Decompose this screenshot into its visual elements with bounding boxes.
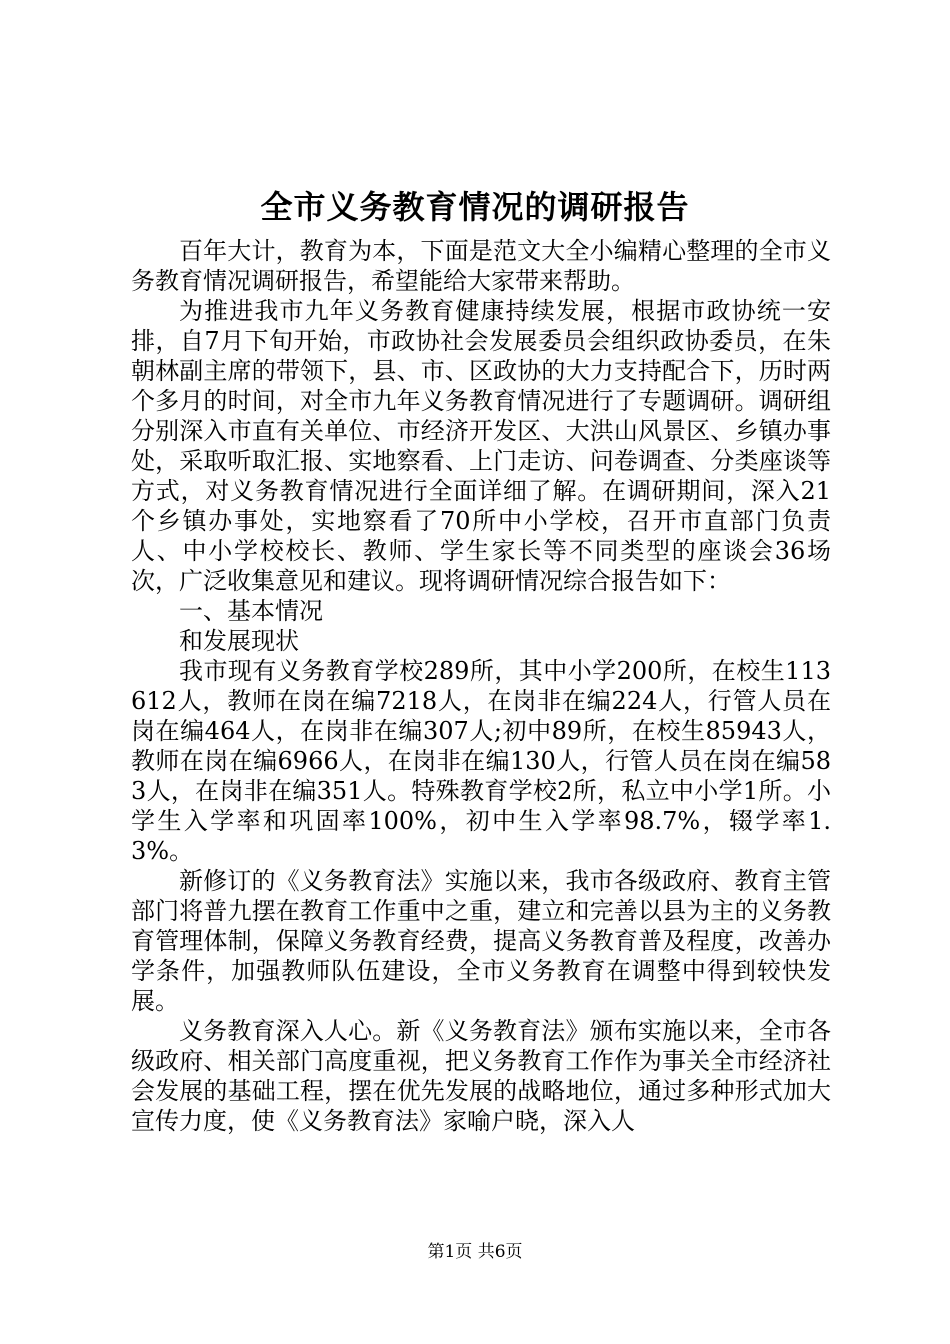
paragraph-public-awareness: 义务教育深入人心。新《义务教育法》颁布实施以来，全市各级政府、相关部门高度重视，把义务教育工作作为事关全市经济社会发展的基础工程，摆在优先发展的战略地位，通过多种形式加大宣传力度，使《义务教育法》家喻户晓，深入人: [131, 1017, 831, 1135]
paragraph-intro: 百年大计，教育为本，下面是范文大全小编精心整理的全市义务教育情况调研报告，希望能给大家带来帮助。: [131, 237, 831, 295]
paragraph-law-implementation: 新修订的《义务教育法》实施以来，我市各级政府、教育主管部门将普九摆在教育工作重中之重，建立和完善以县为主的义务教育管理体制，保障义务教育经费，提高义务教育普及程度，改善办学条件，加强教师队伍建设，全市义务教育在调整中得到较快发展。: [131, 867, 831, 1015]
page-footer: 第1页 共6页: [427, 1242, 523, 1262]
document-title: 全市义务教育情况的调研报告: [260, 188, 690, 226]
paragraph-statistics: 我市现有义务教育学校289所，其中小学200所，在校生113612人，教师在岗在编7218人，在岗非在编224人，行管人员在岗在编464人，在岗非在编307人;初中89所，在校生85943人，教师在岗在编6966人，在岗非在编130人，行管人员在岗在编583人，在岗非在编351人。特殊教育学校2所，私立中小学1所。小学生入学率和巩固率100%，初中生入学率98.7%，辍学率1.3%。: [131, 657, 831, 865]
section-heading-basic: 一、基本情况: [179, 597, 323, 625]
section-heading-status: 和发展现状: [179, 627, 299, 655]
paragraph-background: 为推进我市九年义务教育健康持续发展，根据市政协统一安排，自7月下旬开始，市政协社会发展委员会组织政协委员，在朱朝林副主席的带领下，县、市、区政协的大力支持配合下，历时两个多月的时间，对全市九年义务教育情况进行了专题调研。调研组分别深入市直有关单位、市经济开发区、大洪山风景区、乡镇办事处，采取听取汇报、实地察看、上门走访、问卷调查、分类座谈等方式，对义务教育情况进行全面详细了解。在调研期间，深入21个乡镇办事处，实地察看了70所中小学校，召开市直部门负责人、中小学校校长、教师、学生家长等不同类型的座谈会36场次，广泛收集意见和建议。现将调研情况综合报告如下：: [131, 297, 831, 595]
document-body: [131, 236, 831, 1136]
